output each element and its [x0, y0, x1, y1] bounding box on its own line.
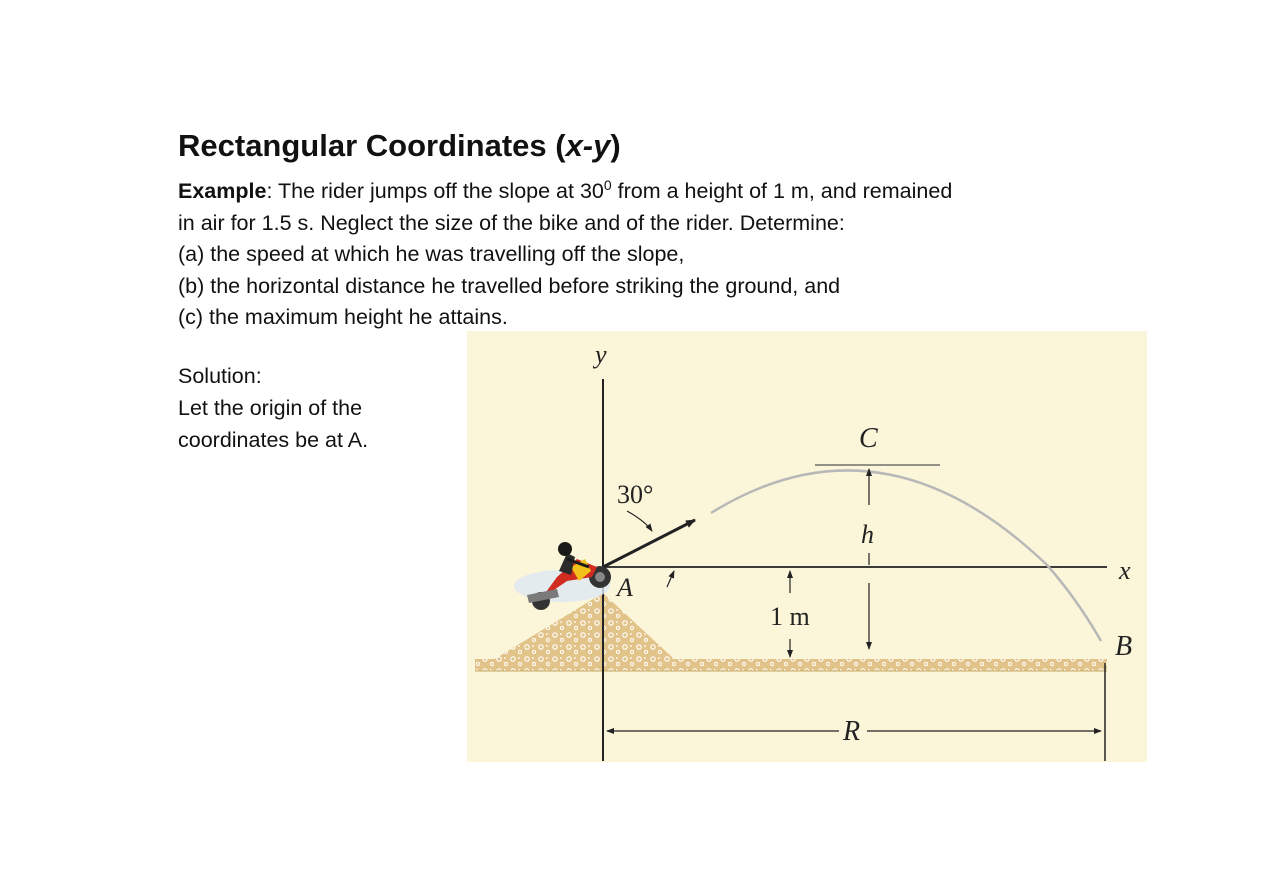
- solution-heading: Solution:: [178, 364, 262, 388]
- problem-statement: [178, 170, 1168, 334]
- problem-part-a: (a) the speed at which he was travelling off the slope,: [178, 242, 685, 267]
- label-A: A: [617, 573, 633, 602]
- label-B: B: [1115, 631, 1133, 662]
- label-C: C: [859, 423, 878, 454]
- page-title: [178, 128, 621, 164]
- title-close: ): [610, 128, 621, 163]
- solution-line-3: coordinates be at A.: [178, 428, 369, 452]
- problem-line-2: in air for 1.5 s. Neglect the size of the bike and of the rider. Determine:: [178, 210, 845, 235]
- label-h: h: [861, 520, 874, 549]
- launch-height-arrow: [667, 571, 674, 587]
- label-y: y: [595, 340, 607, 369]
- problem-part-c: (c) the maximum height he attains.: [178, 305, 508, 330]
- ramp: [475, 593, 687, 671]
- label-x: x: [1119, 556, 1131, 585]
- angle-pointer: [627, 511, 652, 531]
- solution-text: [178, 360, 368, 456]
- example-label: Example: [178, 179, 267, 204]
- title-main: Rectangular Coordinates (: [178, 128, 566, 163]
- solution-line-2: Let the origin of the: [178, 396, 363, 420]
- label-angle: 30°: [617, 480, 654, 509]
- problem-part-b: (b) the horizontal distance he travelled before striking the ground, and: [178, 273, 841, 298]
- label-1m: 1 m: [770, 602, 810, 631]
- figure-svg: [467, 331, 1147, 762]
- degree-superscript: 0: [603, 177, 612, 193]
- title-variable: x-y: [565, 128, 611, 163]
- projectile-figure: [467, 331, 1147, 762]
- problem-line-1: Example: The rider jumps off the slope at $30^0$ from a height of 1 m, and remained: [178, 177, 953, 204]
- label-R: R: [843, 716, 861, 747]
